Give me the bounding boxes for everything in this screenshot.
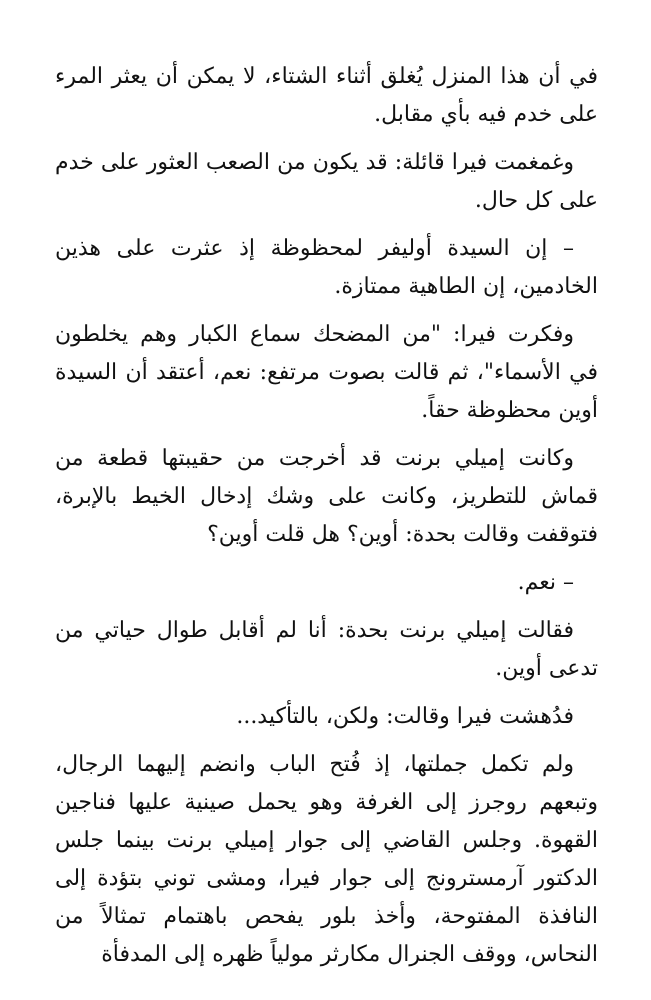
paragraph-5: وكانت إميلي برنت قد أخرجت من حقيبتها قطعة من قماش للتطريز، وكانت على وشك إدخال الخيط بالإبرة، فتوقفت وقالت بحدة: أوين؟ هل قلت أوين؟ — [55, 446, 598, 547]
paragraph-8: فدُهشت فيرا وقالت: ولكن، بالتأكيد... — [236, 704, 574, 729]
paragraph-4: وفكرت فيرا: "من المضحك سماع الكبار وهم يخلطون في الأسماء"، ثم قالت بصوت مرتفع: نعم، أعتقد أن السيدة أوين محظوظة حقاً. — [55, 322, 598, 423]
book-page — [55, 58, 598, 984]
paragraph-3: – إن السيدة أوليفر لمحظوظة إذ عثرت على هذين الخادمين، إن الطاهية ممتازة. — [55, 236, 598, 299]
paragraph-9: ولم تكمل جملتها، إذ فُتح الباب وانضم إليهما الرجال، وتبعهم روجرز إلى الغرفة وهو يحمل صينية عليها فناجين القهوة. وجلس القاضي إلى جوار إميلي برنت بينما جلس الدكتور آرمسترونج إلى جوار فيرا، ومشى توني بتؤدة إلى النافذة المفتوحة، وأخذ بلور يفحص باهتمام تمثالاً من النحاس، ووقف الجنرال مكارثر مولياً ظهره إلى المدفأة — [55, 752, 598, 967]
paragraph-7: فقالت إميلي برنت بحدة: أنا لم أقابل طوال حياتي من تدعى أوين. — [55, 618, 598, 681]
paragraph-2: وغمغمت فيرا قائلة: قد يكون من الصعب العثور على خدم على كل حال. — [55, 150, 598, 213]
paragraph-1: في أن هذا المنزل يُغلق أثناء الشتاء، لا يمكن أن يعثر المرء على خدم فيه بأي مقابل. — [55, 64, 598, 127]
paragraph-6: – نعم. — [517, 570, 574, 595]
